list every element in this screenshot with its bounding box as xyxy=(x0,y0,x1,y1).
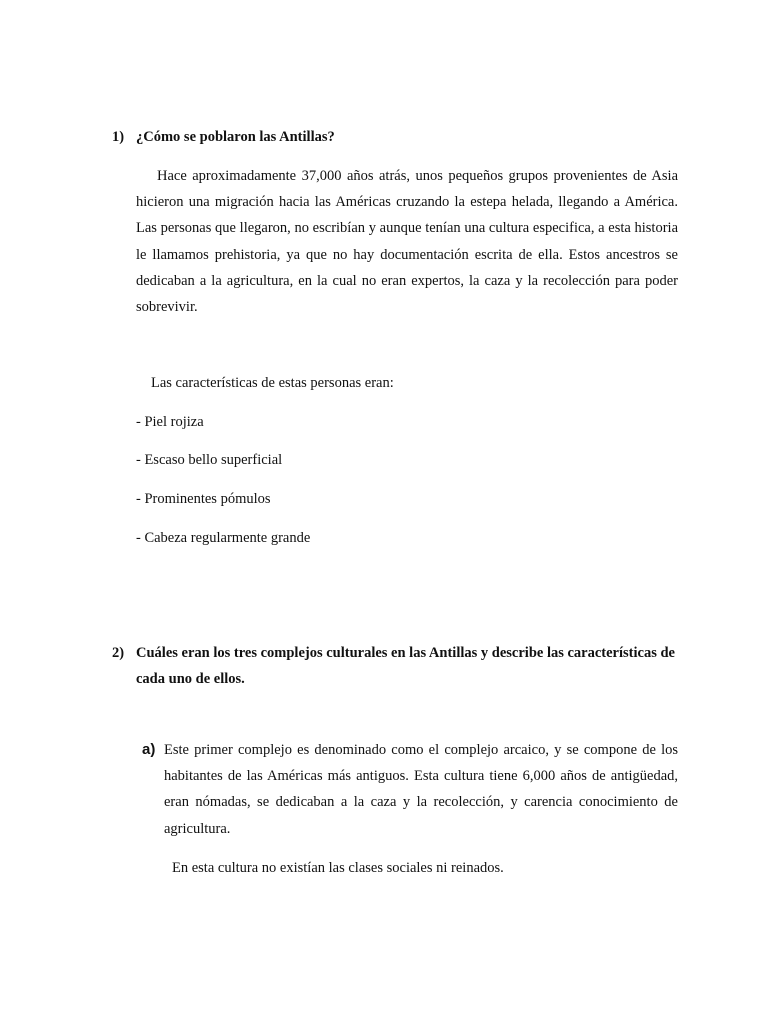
characteristic-item-4: - Cabeza regularmente grande xyxy=(136,530,311,546)
question-2-title: Cuáles eran los tres complejos culturales en las Antillas y describe las características de cada uno de ellos. xyxy=(136,645,675,687)
characteristic-item-1: - Piel rojiza xyxy=(136,414,204,430)
item-a-letter: a) xyxy=(142,741,156,758)
question-1-number: 1) xyxy=(112,129,125,145)
item-a-paragraph: Este primer complejo es denominado como el complejo arcaico, y se compone de los habitantes de las Américas más antiguos. Esta cultura tiene 6,000 años de antigüedad, eran nómadas, se dedicaban a la caza y la recolección, y carencia conocimiento de agricultura. xyxy=(164,742,678,837)
characteristic-item-2: - Escaso bello superficial xyxy=(136,452,283,468)
question-2-heading xyxy=(112,640,682,694)
characteristic-item-3: - Prominentes pómulos xyxy=(136,491,271,507)
question-1-paragraph: Hace aproximadamente 37,000 años atrás, unos pequeños grupos provenientes de Asia hicieron una migración hacia las Américas cruzando la estepa helada, llegando a América. Las personas que llegaron, no escribían y aunque tenían una cultura especifica, a esta historia le llamamos prehistoria, ya que no hay documentación escrita de ella. Estos ancestros se dedicaban a la agricultura, en la cual no eran expertos, la caza y la recolección para poder sobrevivir. xyxy=(136,168,678,316)
item-a-note: En esta cultura no existían las clases sociales ni reinados. xyxy=(172,860,504,876)
question-1-title: ¿Cómo se poblaron las Antillas? xyxy=(136,129,335,145)
characteristics-intro: Las características de estas personas eran: xyxy=(151,375,394,391)
question-2-number: 2) xyxy=(112,645,125,661)
question-1-heading xyxy=(112,124,672,150)
